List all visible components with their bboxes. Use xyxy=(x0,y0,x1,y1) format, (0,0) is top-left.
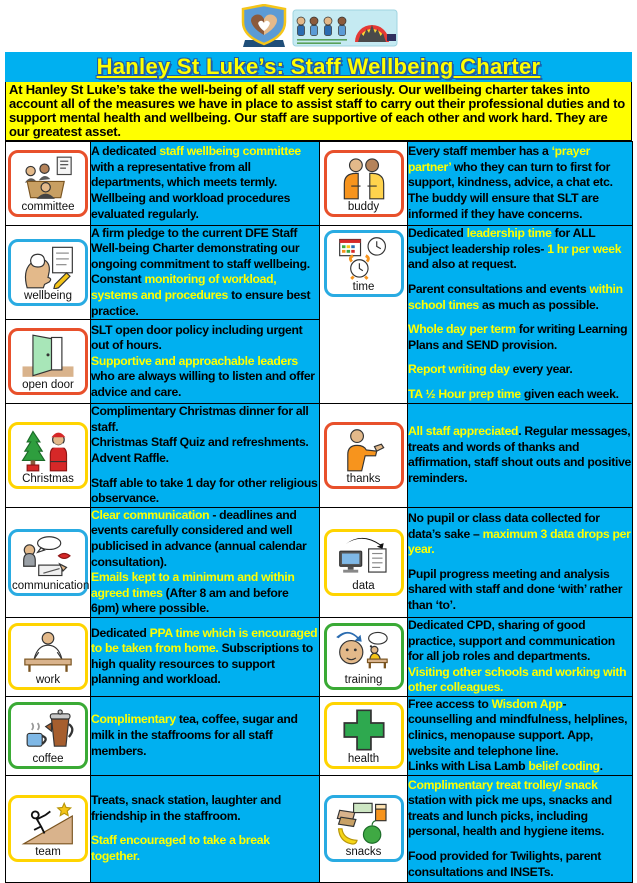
charter-row xyxy=(6,141,633,225)
training-text xyxy=(408,617,633,696)
charter-paragraph xyxy=(408,353,632,362)
snacks-label: snacks xyxy=(345,846,382,859)
charter-paragraph: Pupil progress meeting and analysis shared with staff and done ‘with’ rather than ‘to’. xyxy=(408,566,623,613)
charter-row xyxy=(6,775,633,882)
charter-row xyxy=(6,225,633,320)
charter-table-body xyxy=(6,141,633,882)
title-banner xyxy=(5,52,632,82)
charter-paragraph xyxy=(408,558,632,567)
charter-paragraph: A firm pledge to the current DFE Staff Well-being Charter demonstrating our ongoing commitment to staff wellbeing. Constant monitoring of workload, systems and procedures to ensure best practice. xyxy=(91,225,311,318)
charter-paragraph xyxy=(91,824,319,833)
thanks-icon xyxy=(328,428,400,472)
charter-paragraph: Staff encouraged to take a break together. xyxy=(91,833,270,863)
charter-paragraph: Christmas Staff Quiz and refreshments. xyxy=(91,435,309,450)
buddy-text xyxy=(408,141,633,225)
icon-cell-wellbeing xyxy=(6,225,91,320)
icon-cell-coffee xyxy=(6,696,91,775)
team-icon xyxy=(12,801,84,845)
communication-text xyxy=(91,507,320,617)
charter-paragraph: Parent consultations and events within school times as much as possible. xyxy=(408,282,623,312)
open-door-label: open door xyxy=(22,379,74,392)
wellbeing-text xyxy=(91,225,320,320)
charter-paragraph: Links with Lisa Lamb belief coding. xyxy=(408,759,603,774)
open-door-symbol-box xyxy=(8,328,88,395)
icon-cell-committee xyxy=(6,141,91,225)
charter-paragraph xyxy=(91,467,319,476)
icon-cell-team xyxy=(6,775,91,882)
charter-paragraph: Clear communication - deadlines and events carefully considered and well publicised in advance (annual calendar consultation). xyxy=(91,507,307,569)
time-text xyxy=(408,225,633,404)
charter-row xyxy=(6,404,633,508)
data-symbol-box xyxy=(324,529,404,596)
training-symbol-box xyxy=(324,623,404,690)
icon-cell-open-door xyxy=(6,320,91,404)
charter-paragraph xyxy=(408,273,632,282)
wellbeing-symbol-box xyxy=(8,239,88,306)
icon-cell-communication xyxy=(6,507,91,617)
christmas-label: Christmas xyxy=(22,472,74,485)
charter-paragraph: SLT open door policy including urgent out of hours. xyxy=(91,322,303,353)
data-text xyxy=(408,507,633,617)
team-symbol-box xyxy=(8,795,88,862)
snacks-icon xyxy=(328,801,400,845)
charter-row xyxy=(6,507,633,617)
work-symbol-box xyxy=(8,623,88,690)
charter-paragraph xyxy=(408,378,632,387)
open-door-text xyxy=(91,320,320,404)
buddy-label: buddy xyxy=(347,200,380,213)
charter-paragraph: Dedicated leadership time for ALL subject leadership roles- 1 hr per week and also at request. xyxy=(408,226,622,272)
data-icon xyxy=(328,535,400,579)
charter-paragraph: Complimentary treat trolley/ snack station with pick me ups, snacks and treats and lunch picks, including personal, health and hygiene items. xyxy=(408,777,612,839)
coffee-text xyxy=(91,696,320,775)
charter-paragraph: A dedicated staff wellbeing committee with a representative from all departments, which meets termly. Wellbeing and workload procedures evaluated regularly. xyxy=(91,144,301,221)
health-icon xyxy=(328,708,400,752)
committee-symbol-box xyxy=(8,150,88,217)
charter-paragraph: Whole day per term for writing Learning Plans and SEND provision. xyxy=(408,322,628,352)
snacks-symbol-box xyxy=(324,795,404,862)
icon-cell-work xyxy=(6,617,91,696)
charter-paragraph: No pupil or class data collected for data’s sake – maximum 3 data drops per year. xyxy=(408,511,631,557)
training-icon xyxy=(328,629,400,673)
icon-cell-christmas xyxy=(6,404,91,508)
committee-text xyxy=(91,141,320,225)
christmas-icon xyxy=(12,428,84,472)
buddy-symbol-box xyxy=(324,150,404,217)
time-icon xyxy=(328,236,400,280)
open-door-icon xyxy=(12,334,84,378)
charter-table xyxy=(5,141,633,883)
charter-paragraph: Dedicated PPA time which is encouraged to be taken from home. Subscriptions to high quality resources to support planning and workload. xyxy=(91,625,318,687)
communication-label: communication xyxy=(12,579,90,592)
thanks-label: thanks xyxy=(346,472,381,485)
charter-paragraph: Staff able to take 1 day for other religious observance. xyxy=(91,475,318,506)
icon-cell-snacks xyxy=(320,775,408,882)
work-text xyxy=(91,617,320,696)
charter-paragraph: Treats, snack station, laughter and friendship in the staffroom. xyxy=(91,793,281,823)
charter-paragraph: Complimentary tea, coffee, sugar and milk in the staffrooms for all staff members. xyxy=(91,712,298,758)
communication-symbol-box xyxy=(8,529,88,596)
time-label: time xyxy=(352,280,375,293)
thanks-symbol-box xyxy=(324,422,404,489)
charter-paragraph: Advent Raffle. xyxy=(91,450,169,465)
charter-paragraph: Dedicated CPD, sharing of good practice, support and communication for all job roles and departments. Visiting other schools and working with other colleagues. xyxy=(408,617,627,695)
data-label: data xyxy=(352,579,375,592)
christmas-text xyxy=(91,404,320,508)
work-label: work xyxy=(35,674,61,687)
health-symbol-box xyxy=(324,702,404,769)
page-title: Hanley St Luke’s: Staff Wellbeing Charter xyxy=(96,54,541,79)
icon-cell-health xyxy=(320,696,408,775)
charter-paragraph: Complimentary Christmas dinner for all staff. xyxy=(91,404,309,434)
communication-icon xyxy=(12,535,84,579)
charter-row xyxy=(6,696,633,775)
coffee-symbol-box xyxy=(8,702,88,769)
school-logo xyxy=(5,4,632,50)
charter-paragraph xyxy=(408,313,632,322)
charter-paragraph: Report writing day every year. xyxy=(408,362,573,377)
charter-paragraph: Supportive and approachable leaders who are always willing to listen and offer advice and care. xyxy=(91,353,315,400)
team-text xyxy=(91,775,320,882)
wellbeing-label: wellbeing xyxy=(24,289,72,302)
charter-paragraph: Every staff member has a ‘prayer partner’ who they can turn to first for support, kindness, advice, a chat etc. The buddy will ensure that SLT are informed if they have concerns. xyxy=(408,144,613,221)
team-label: team xyxy=(35,846,61,859)
health-text xyxy=(408,696,633,775)
snacks-text xyxy=(408,775,633,882)
icon-cell-data xyxy=(320,507,408,617)
charter-paragraph: Free access to Wisdom App- counselling and mindfulness, helplines, clinics, menopause support. App, website and telephone line. xyxy=(408,696,628,758)
health-label: health xyxy=(347,753,380,766)
training-label: training xyxy=(344,674,383,687)
charter-paragraph xyxy=(408,840,632,849)
charter-paragraph: TA ½ Hour prep time given each week. xyxy=(408,386,619,401)
icon-cell-buddy xyxy=(320,141,408,225)
time-symbol-box xyxy=(324,230,404,297)
coffee-icon xyxy=(12,708,84,752)
charter-row xyxy=(6,617,633,696)
work-icon xyxy=(12,629,84,673)
wellbeing-icon xyxy=(12,245,84,289)
christmas-symbol-box xyxy=(8,422,88,489)
icon-cell-training xyxy=(320,617,408,696)
coffee-label: coffee xyxy=(32,753,64,766)
buddy-icon xyxy=(328,156,400,200)
charter-paragraph: Emails kept to a minimum and within agreed times (After 8 am and before 6pm) where possible. xyxy=(91,570,295,616)
committee-label: committee xyxy=(21,200,75,213)
icon-cell-thanks xyxy=(320,404,408,508)
thanks-text xyxy=(408,404,633,508)
charter-paragraph: Food provided for Twilights, parent consultations and INSETs. xyxy=(408,848,602,879)
school-crest-icon xyxy=(235,4,403,50)
intro-paragraph: At Hanley St Luke’s take the well-being of all staff very seriously. Our wellbeing charter takes into account all of the measures we have in place to assist staff to carry out their professional duties and to support mental health and wellbeing. Our staff are supportive of each other and work hard. They are our greatest asset. xyxy=(5,82,632,141)
charter-paragraph: All staff appreciated. Regular messages, treats and words of thanks and affirmation, staff shout outs and positive reminders. xyxy=(408,424,632,486)
icon-cell-time xyxy=(320,225,408,404)
committee-icon xyxy=(12,156,84,200)
